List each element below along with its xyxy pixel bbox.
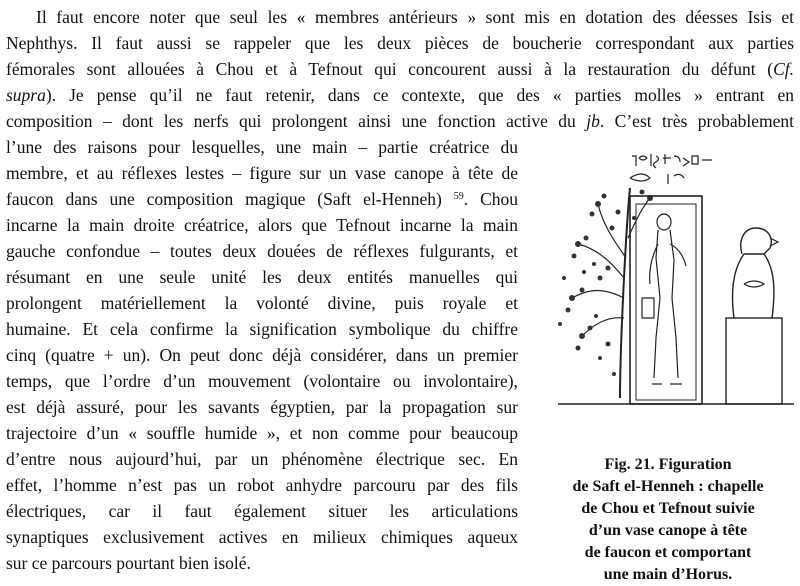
caption-line: d’un vase canope à tête: [588, 522, 748, 539]
tree-icon: [572, 188, 650, 398]
text-line: électriques, car il faut également situer les articulations: [6, 501, 518, 521]
caption-line: une main d’Horus.: [603, 566, 733, 583]
figure-caption: [548, 454, 788, 586]
text-line: fémorales sont allouées à Chou et à Tefnout qui concourent aussi à la restauration du défunt (Cf.: [6, 59, 794, 79]
text-line: composition – dont les nerfs qui prolongent ainsi une fonction active du jb. C’est très probablement: [6, 111, 794, 131]
chapel-shrine: [630, 196, 702, 404]
tree-leaves: [558, 190, 653, 377]
footnote-ref[interactable]: 59: [453, 191, 464, 202]
text-line: effet, l’homme n’est pas un robot anhydre parcouru par des fils: [6, 475, 518, 495]
text-line: incarne la main droite créatrice, alors que Tefnout incarne la main: [6, 215, 518, 235]
text-line: synaptiques exclusivement actives en milieux chimiques aqueux: [6, 527, 518, 547]
text-line: humaine. Et cela confirme la signification symbolique du chiffre: [6, 319, 518, 339]
text-line: résumant en une seule unité les deux entités manuelles qui: [6, 267, 518, 287]
text-line: Nephthys. Il faut aussi se rappeler que les deux pièces de boucherie correspondant aux parties: [6, 33, 794, 53]
hand-icon: [744, 281, 764, 287]
text-line: gauche confondue – toutes deux douées de réflexes fulgurants, et: [6, 241, 518, 261]
canopic-jar: [726, 228, 782, 404]
figure-illustration: [538, 148, 796, 410]
hieroglyph-inscription: [630, 154, 712, 184]
text-line: sur ce parcours pourtant bien isolé.: [6, 553, 251, 573]
text-line: membre, et au réflexes lestes – figure sur un vase canope à tête de: [6, 163, 518, 183]
text-line: cinq (quatre + un). On peut donc déjà considérer, dans un premier: [6, 345, 518, 365]
caption-line: de Saft el-Henneh : chapelle: [572, 478, 764, 495]
text-line: supra). Je pense qu’il ne faut retenir, dans ce contexte, que des « parties molles » entrant en: [6, 85, 794, 105]
text-line: prolongent matériellement la volonté divine, puis royale et: [6, 293, 518, 313]
term-jb: jb: [586, 111, 600, 131]
caption-line: de Chou et Tefnout suivie: [581, 500, 755, 517]
text-line: temps, que l’ordre d’un mouvement (volontaire ou involontaire),: [6, 371, 518, 391]
citation-supra: supra: [6, 85, 46, 105]
text-line: Il faut encore noter que seul les « membres antérieurs » sont mis en dotation des déesses Isis et: [36, 7, 794, 27]
caption-line: de faucon et comportant: [584, 544, 752, 561]
text-line: faucon dans une composition magique (Saft el-Henneh) $^{59}$. Chou: [6, 189, 518, 209]
standing-figure: [642, 214, 686, 384]
text-line: trajectoire d’un « souffle humide », et non comme pour beaucoup: [6, 423, 518, 443]
caption-line: Fig. 21. Figuration: [604, 456, 732, 473]
text-line: d’entre nous aujourd’hui, par un phénomène électrique sec. En: [6, 449, 518, 469]
text-line: l’une des raisons pour lesquelles, une main – partie créatrice du: [6, 137, 518, 157]
text-line: est déjà assuré, pour les savants égyptien, par la propagation sur: [6, 397, 518, 417]
citation-cf: Cf.: [773, 59, 794, 79]
